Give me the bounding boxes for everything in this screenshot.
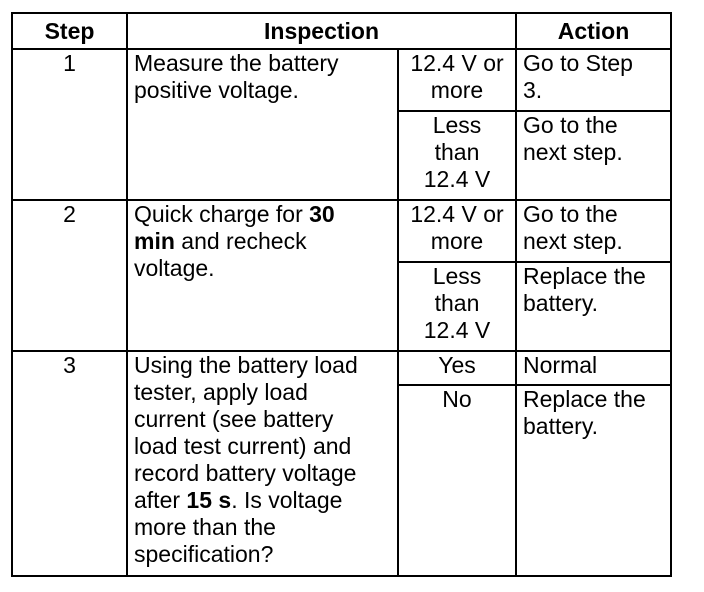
inspection-text <box>127 351 398 576</box>
result-condition <box>398 200 516 262</box>
condition-line: 12.4 V <box>423 166 491 192</box>
header-action: Action <box>516 13 671 49</box>
condition-line: Less <box>432 112 482 138</box>
inspection-bold-value: 15 s <box>186 487 232 513</box>
action-line: Replace the <box>523 386 646 412</box>
result-condition <box>398 262 516 351</box>
action-line: Go to Step <box>523 50 633 76</box>
condition-line: 12.4 V or <box>410 50 504 76</box>
inspection-bold-unit: min <box>134 228 175 254</box>
header-row <box>12 13 671 49</box>
inspection-fragment: Quick charge for <box>134 201 310 227</box>
condition-line: more <box>430 77 484 103</box>
inspection-fragment: voltage. <box>134 255 215 281</box>
table-row <box>12 49 671 111</box>
action-line: next step. <box>523 139 623 165</box>
condition-line: Less <box>432 263 482 289</box>
action-text <box>516 200 671 262</box>
action-line: Replace the <box>523 263 646 289</box>
action-text <box>516 49 671 111</box>
action-line: Go to the <box>523 112 618 138</box>
header-inspection: Inspection <box>127 13 516 49</box>
header-step: Step <box>12 13 127 49</box>
inspection-text <box>127 200 398 351</box>
result-condition <box>398 385 516 576</box>
inspection-fragment: . Is voltage <box>231 487 343 513</box>
condition-line: 12.4 V or <box>410 201 504 227</box>
step-number: 2 <box>12 200 127 351</box>
action-line: Go to the <box>523 201 618 227</box>
step-number: 3 <box>12 351 127 576</box>
inspection-line: more than the <box>134 514 276 540</box>
inspection-line: load test current) and <box>134 433 352 459</box>
battery-inspection-table <box>11 12 672 577</box>
result-condition <box>398 49 516 111</box>
condition-line: than <box>434 139 480 165</box>
action-line: 3. <box>523 77 543 103</box>
condition-line: 12.4 V <box>423 317 491 343</box>
inspection-line: record battery voltage <box>134 460 357 486</box>
action-line: battery. <box>523 413 599 439</box>
action-line: next step. <box>523 228 623 254</box>
action-text <box>516 262 671 351</box>
inspection-line: Using the battery load <box>134 352 358 378</box>
action-text <box>516 111 671 200</box>
inspection-line: Measure the battery <box>134 50 339 76</box>
action-line: battery. <box>523 290 599 316</box>
action-line: Normal <box>523 352 598 378</box>
condition-line: Yes <box>438 352 476 378</box>
inspection-text <box>127 49 398 200</box>
condition-line: more <box>430 228 484 254</box>
inspection-line: positive voltage. <box>134 77 299 103</box>
inspection-line: specification? <box>134 541 274 567</box>
table-row <box>12 200 671 262</box>
step-number: 1 <box>12 49 127 200</box>
inspection-line: tester, apply load <box>134 379 308 405</box>
action-text <box>516 351 671 385</box>
result-condition <box>398 111 516 200</box>
result-condition <box>398 351 516 385</box>
inspection-bold-value: 30 <box>309 201 335 227</box>
condition-line: than <box>434 290 480 316</box>
inspection-line: current (see battery <box>134 406 334 432</box>
condition-line: No <box>442 386 472 412</box>
action-text <box>516 385 671 576</box>
inspection-fragment: after <box>134 487 187 513</box>
table-row <box>12 351 671 385</box>
inspection-fragment: and recheck <box>174 228 307 254</box>
